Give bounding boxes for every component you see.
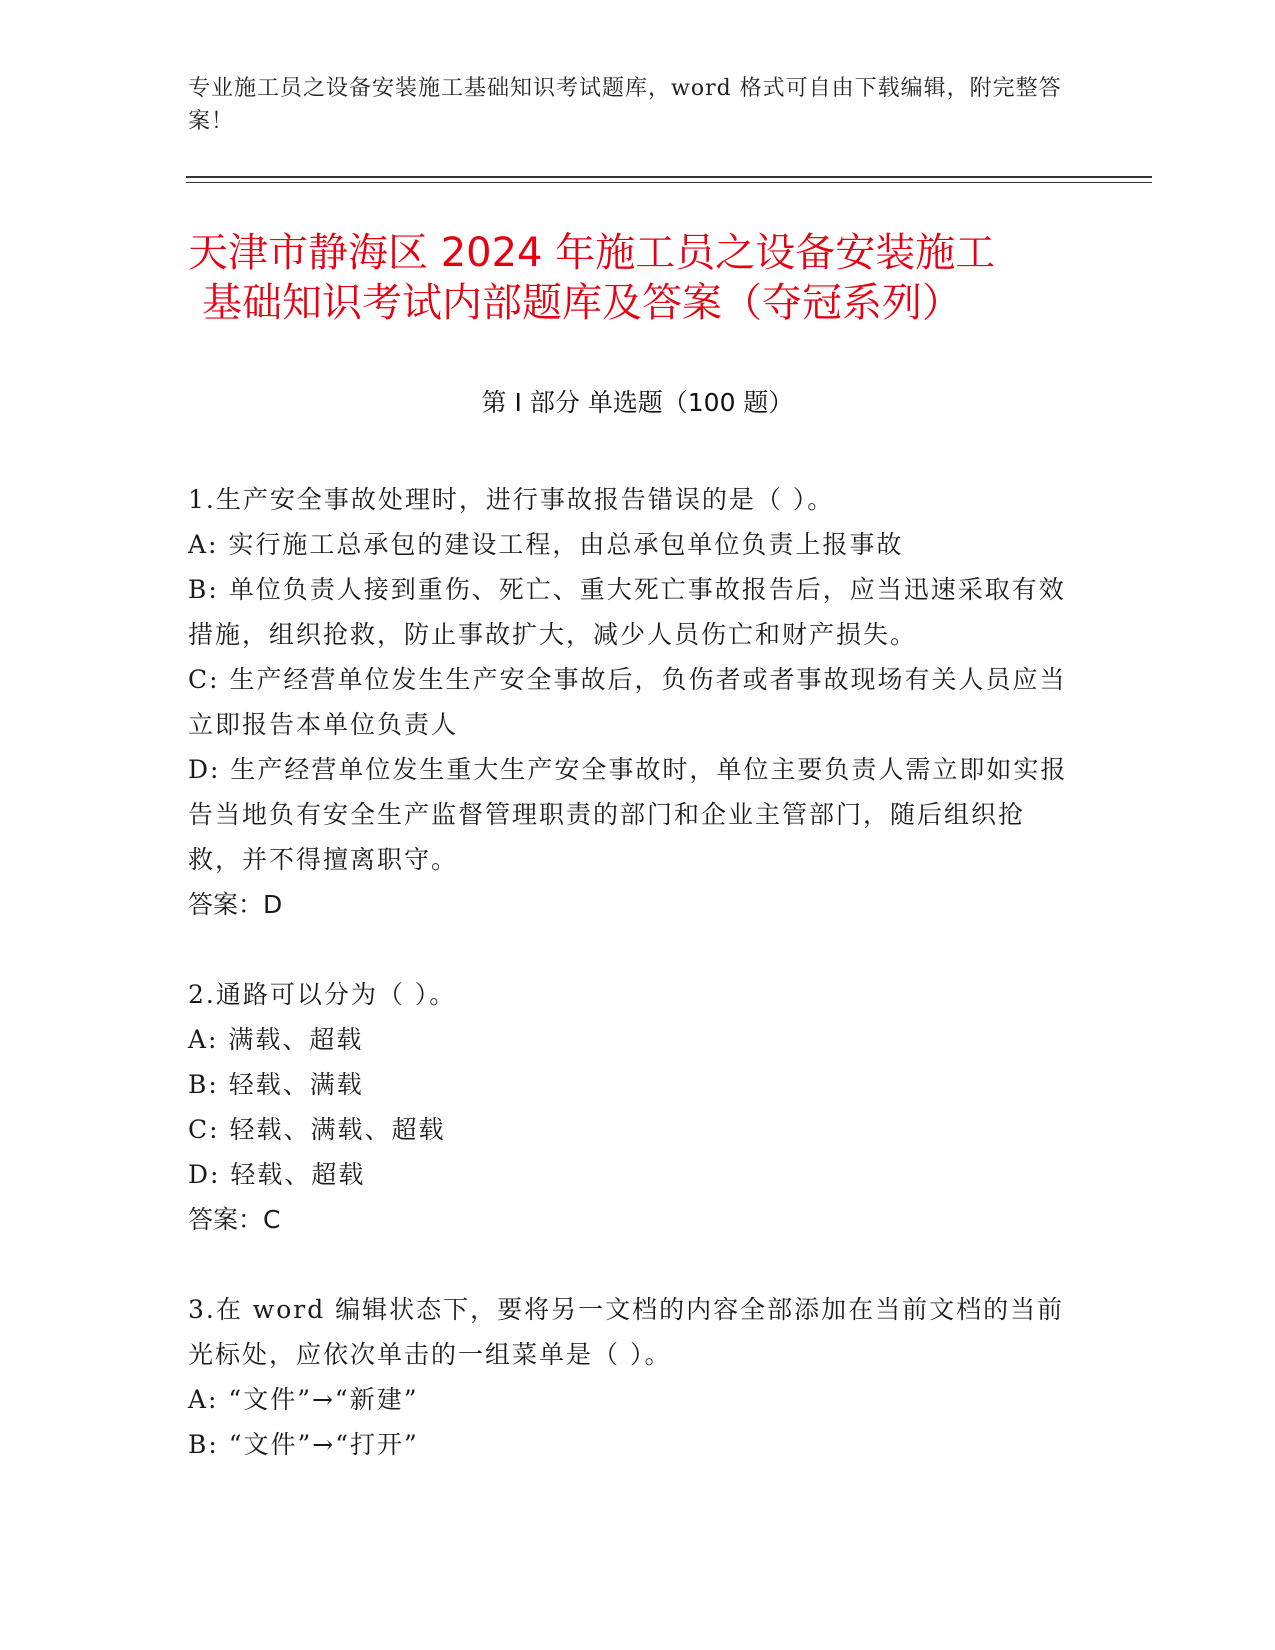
header-rule-thin: [186, 182, 1152, 183]
document-title: [188, 228, 1088, 328]
option-b: B: 单位负责人接到重伤、死亡、重大死亡事故报告后，应当迅速采取有效措施，组织抢救，防止事故扩大，减少人员伤亡和财产损失。: [188, 575, 1066, 649]
answer: 答案：D: [188, 890, 283, 919]
question-2: [188, 972, 1068, 1242]
header-rule-thick: [186, 176, 1152, 178]
question-3: [188, 1287, 1068, 1467]
option-c: C: 轻载、满载、超载: [188, 1115, 446, 1144]
question-stem: 3.在 word 编辑状态下，要将另一文档的内容全部添加在当前文档的当前光标处，应依次单击的一组菜单是（ ）。: [188, 1295, 1065, 1369]
option-a: A: 满载、超载: [188, 1025, 364, 1054]
option-a: A: 实行施工总承包的建设工程，由总承包单位负责上报事故: [188, 530, 904, 559]
option-b: B: 轻载、满载: [188, 1070, 364, 1099]
header-note: 专业施工员之设备安装施工基础知识考试题库，word 格式可自由下载编辑，附完整答案！: [188, 76, 1062, 134]
question-stem: 2.通路可以分为（ ）。: [188, 980, 457, 1009]
question-stem: 1.生产安全事故处理时，进行事故报告错误的是（ ）。: [188, 485, 835, 514]
document-title-line2: 基础知识考试内部题库及答案（夺冠系列）: [202, 280, 962, 326]
option-c: C: 生产经营单位发生生产安全事故后，负伤者或者事故现场有关人员应当立即报告本单位负责人: [188, 665, 1067, 739]
option-d: D: 生产经营单位发生重大生产安全事故时，单位主要负责人需立即如实报告当地负有安全生产监督管理职责的部门和企业主管部门，随后组织抢救，并不得擅离职守。: [188, 755, 1068, 874]
document-title-line1: 天津市静海区 2024 年施工员之设备安装施工: [188, 230, 996, 276]
question-1: [188, 477, 1068, 927]
question-list: [188, 477, 1068, 1512]
option-a: A: “文件”→“新建”: [188, 1385, 419, 1414]
answer: 答案：C: [188, 1205, 281, 1234]
option-d: D: 轻载、超载: [188, 1160, 366, 1189]
option-b: B: “文件”→“打开”: [188, 1430, 419, 1459]
section-heading: 第 I 部分 单选题（100 题）: [481, 388, 794, 417]
